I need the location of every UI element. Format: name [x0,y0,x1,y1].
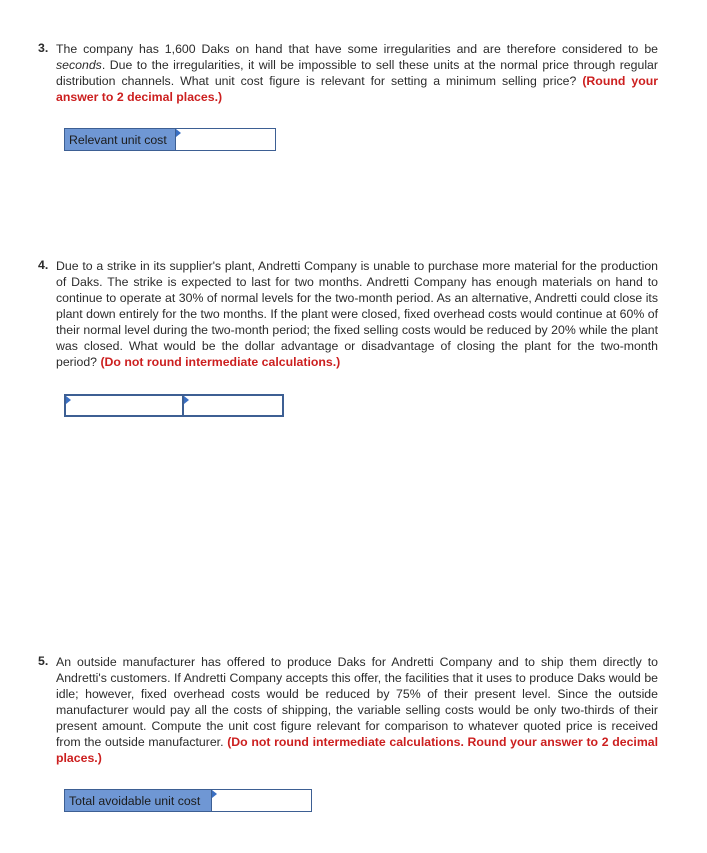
rounding-instruction: (Do not round intermediate calculations.) [100,355,341,369]
advantage-disadvantage-select-box [64,394,184,417]
dollar-amount-input-box [184,394,284,417]
advantage-disadvantage-select[interactable] [66,396,182,415]
relevant-unit-cost-input-box [176,128,276,151]
question-4 [38,258,658,370]
question-number: 3. [38,41,49,55]
question-number: 4. [38,258,49,272]
answer-label: Relevant unit cost [64,128,176,151]
total-avoidable-unit-cost-input-box [212,789,312,812]
total-avoidable-unit-cost-input[interactable] [212,790,311,811]
question-3 [38,41,658,105]
rounding-instruction: (Round your answer to 2 decimal places.) [56,74,659,104]
dollar-amount-input[interactable] [184,396,282,415]
question-5 [38,654,658,766]
answer-row-q4 [64,394,284,417]
answer-row-q3 [64,128,276,151]
question-number: 5. [38,654,49,668]
question-text: An outside manufacturer has offered to produce Daks for Andretti Company and to ship them directly to Andretti's customers. If Andretti Company accepts this offer, the facilities that it uses to produce Daks would be idle; however, fixed overhead costs would be reduced by 75% of their present level. Since the outside manufacturer would pay all the costs of shipping, the variable selling costs would be only two-thirds of their present amount. Compute the unit cost figure relevant for comparison to whatever quoted price is received from the outside manufacturer. (Do not round intermediate calculations. Round your answer to 2 decimal places.) [56,655,659,765]
answer-label: Total avoidable unit cost [64,789,212,812]
question-text: Due to a strike in its supplier's plant, Andretti Company is unable to purchase more material for the production of Daks. The strike is expected to last for two months. Andretti Company has enough materials on hand to continue to operate at 30% of normal levels for the two-month period. As an alternative, Andretti could close its plant down entirely for the two months. If the plant were closed, fixed overhead costs would continue at 60% of their normal level during the two-month period; the fixed selling costs would be reduced by 20% while the plant was closed. What would be the dollar advantage or disadvantage of closing the plant for the two-month period? (Do not round intermediate calculations.) [56,259,658,369]
question-text: The company has 1,600 Daks on hand that have some irregularities and are therefore considered to be seconds. Due to the irregularities, it will be impossible to sell these units at the normal price through regular distribution channels. What unit cost figure is relevant for setting a minimum selling price? (Round your answer to 2 decimal places.) [56,42,659,104]
rounding-instruction: (Do not round intermediate calculations. Round your answer to 2 decimal places.) [56,735,659,765]
emphasis-seconds: seconds [56,58,102,72]
answer-row-q5 [64,789,312,812]
relevant-unit-cost-input[interactable] [176,129,275,150]
